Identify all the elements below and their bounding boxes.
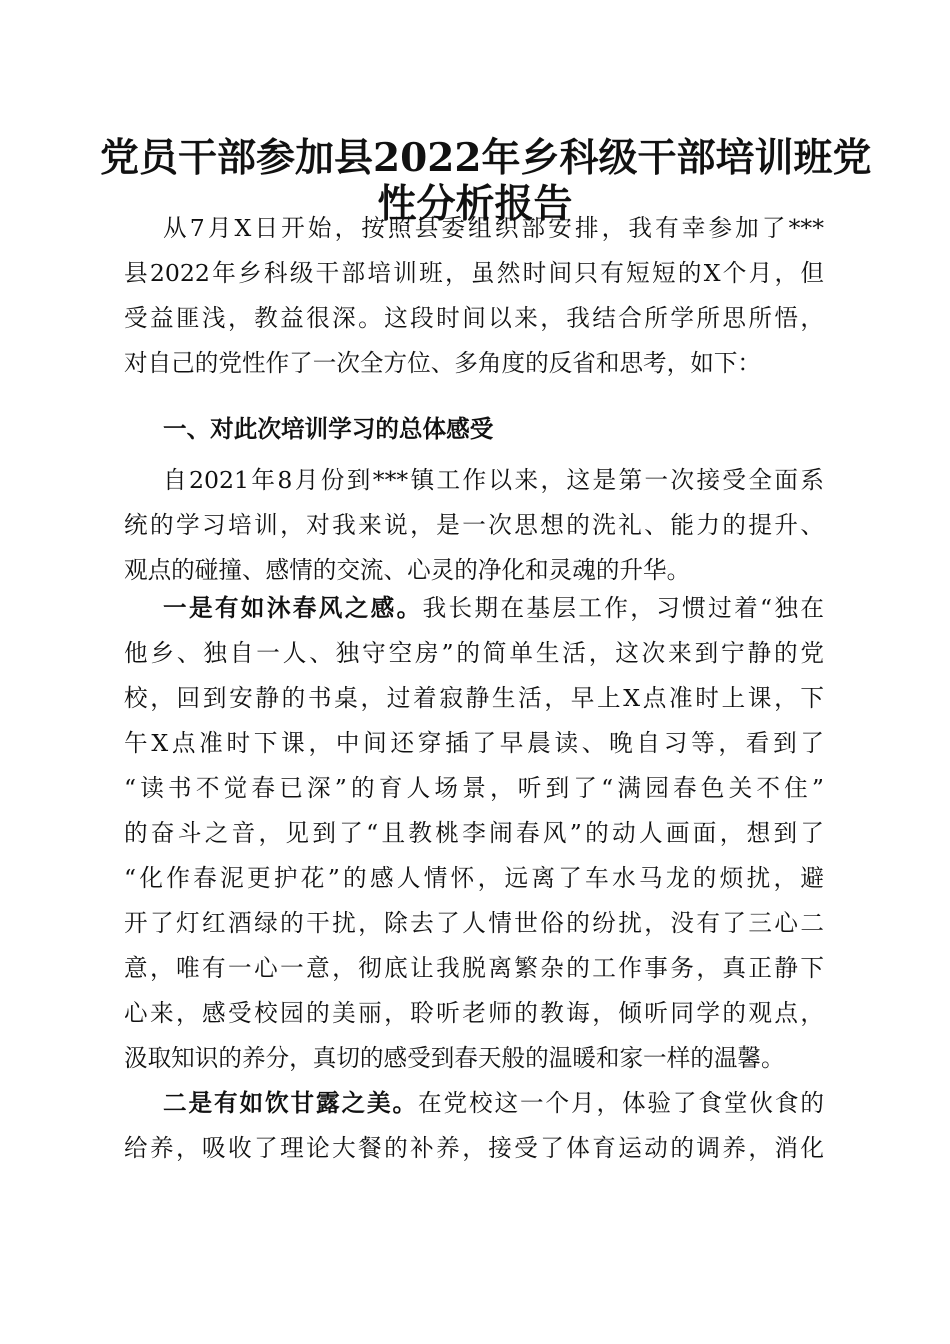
paragraph-line: 县2022年乡科级干部培训班，虽然时间只有短短的X个月，但 xyxy=(124,259,824,287)
paragraph-line: 校，回到安静的书桌，过着寂静生活，早上X点准时上课，下 xyxy=(124,684,824,712)
paragraph-line: 午X点准时下课，中间还穿插了早晨读、晚自习等，看到了 xyxy=(124,729,824,757)
paragraph-line: 意，唯有一心一意，彻底让我脱离繁杂的工作事务，真正静下 xyxy=(124,954,824,982)
paragraph-text: 在党校这一个月，体验了食堂伙食的 xyxy=(417,1089,825,1117)
paragraph-line: 对自己的党性作了一次全方位、多角度的反省和思考，如下： xyxy=(124,349,762,377)
section-heading: 一、对此次培训学习的总体感受 xyxy=(163,415,494,443)
paragraph-line: 观点的碰撞、感情的交流、心灵的净化和灵魂的升华。 xyxy=(124,556,691,584)
paragraph-line: 心来，感受校园的美丽，聆听老师的教诲，倾听同学的观点， xyxy=(124,999,824,1027)
paragraph-line: 汲取知识的养分，真切的感受到春天般的温暖和家一样的温馨。 xyxy=(124,1044,785,1072)
document-title-line-1: 党员干部参加县2022年乡科级干部培训班党 xyxy=(100,135,872,181)
paragraph-line: 开了灯红酒绿的干扰，除去了人情世俗的纷扰，没有了三心二 xyxy=(124,909,824,937)
paragraph-line: 统的学习培训，对我来说，是一次思想的洗礼、能力的提升、 xyxy=(124,511,824,539)
paragraph-line: 给养，吸收了理论大餐的补养，接受了体育运动的调养，消化 xyxy=(124,1134,824,1162)
paragraph-line: 的奋斗之音，见到了“且教桃李闹春风”的动人画面，想到了 xyxy=(124,819,824,847)
paragraph-text: 我长期在基层工作，习惯过着“独在 xyxy=(422,594,825,622)
paragraph-line xyxy=(163,586,824,631)
paragraph-line: 自2021年8月份到***镇工作以来，这是第一次接受全面系 xyxy=(163,466,824,494)
paragraph-line: 从7月X日开始，按照县委组织部安排，我有幸参加了*** xyxy=(163,214,824,242)
paragraph-line: 他乡、独自一人、独守空房”的简单生活，这次来到宁静的党 xyxy=(124,639,824,667)
paragraph-line: “化作春泥更护花”的感人情怀，远离了车水马龙的烦扰，避 xyxy=(124,864,824,892)
paragraph-line xyxy=(163,1081,824,1126)
paragraph-line: “读书不觉春已深”的育人场景，听到了“满园春色关不住” xyxy=(124,774,824,802)
document-title-line-2: 性分析报告 xyxy=(377,181,573,227)
paragraph-lead: 一是有如沐春风之感。 xyxy=(163,594,423,622)
paragraph-line: 受益匪浅，教益很深。这段时间以来，我结合所学所思所悟， xyxy=(124,304,824,332)
paragraph-lead: 二是有如饮甘露之美。 xyxy=(163,1089,418,1117)
